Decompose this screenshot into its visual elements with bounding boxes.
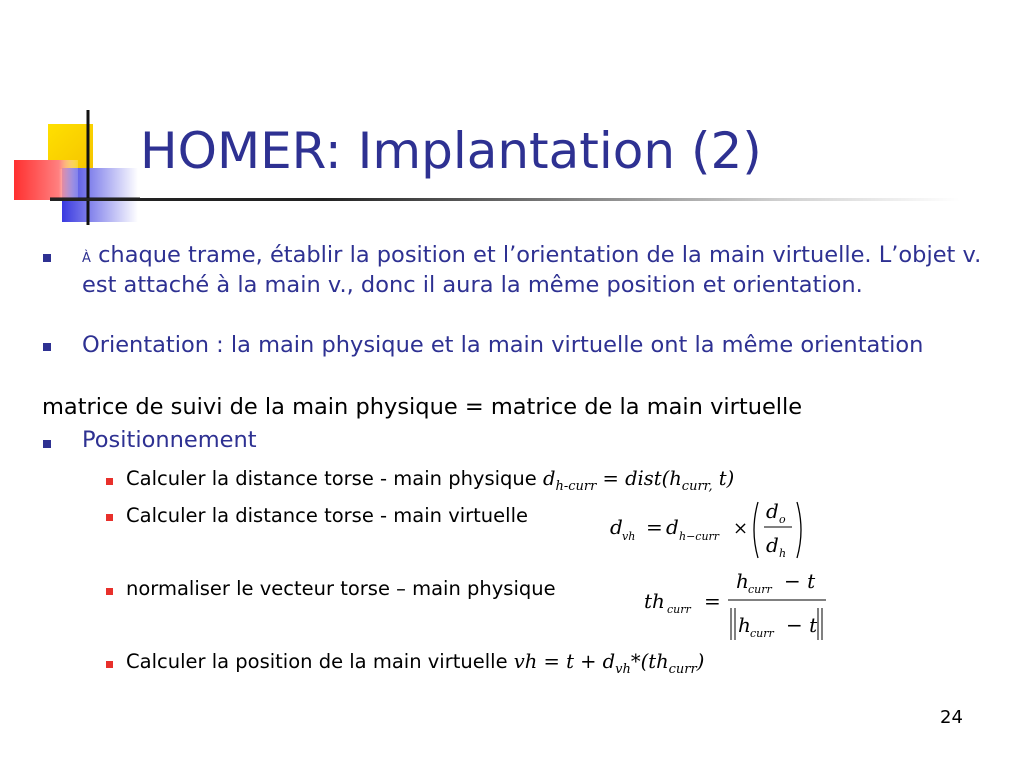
svg-text:d: d	[610, 515, 623, 539]
svg-text:vh: vh	[622, 530, 636, 543]
bullet-text: Positionnement	[82, 427, 257, 453]
svg-text:d: d	[766, 533, 779, 557]
svg-text:=: =	[704, 589, 721, 613]
svg-text:d: d	[666, 515, 679, 539]
svg-text:=: =	[646, 515, 663, 539]
bullet-marker	[43, 343, 51, 351]
page-number: 24	[940, 707, 963, 728]
svg-text:h: h	[738, 613, 751, 637]
bullet-text: À chaque trame, établir la position et l’orientation de la main virtuelle. L’objet v. est attaché à la main v., donc il aura la même position et orientation.	[82, 242, 982, 298]
bullet-marker	[43, 440, 51, 448]
bullet-marker	[43, 254, 51, 262]
svg-text:d: d	[766, 499, 779, 523]
svg-text:h−curr: h−curr	[679, 530, 720, 543]
sub-bullet-text: Calculer la distance torse - main virtuelle	[126, 504, 528, 527]
svg-text:h: h	[779, 547, 787, 560]
title-divider	[50, 198, 960, 201]
corner-decoration	[0, 0, 200, 240]
svg-text:curr: curr	[750, 627, 774, 640]
sub-bullet-marker	[106, 588, 113, 595]
svg-text:curr: curr	[667, 603, 691, 616]
svg-text:− t: − t	[784, 569, 816, 593]
sub-bullet-text: Calculer la distance torse - main physique $d_{h-curr}$ = $dist(h_{curr,}$ t)	[126, 467, 735, 494]
sub-bullet-marker	[106, 514, 113, 521]
svg-text:h: h	[736, 569, 749, 593]
bullet-text: Orientation : la main physique et la main virtuelle ont la même orientation	[82, 332, 924, 358]
formula-dvh	[600, 490, 820, 570]
sub-bullet-marker	[106, 661, 113, 668]
svg-text:o: o	[779, 513, 786, 526]
sub-bullet-text: Calculer la position de la main virtuelle vh = $t + d_{vh}*(th_{curr})$	[126, 650, 705, 677]
svg-text:− t: − t	[786, 613, 818, 637]
svg-text:th: th	[644, 589, 665, 613]
svg-text:×: ×	[733, 518, 749, 539]
formula-thcurr	[638, 566, 838, 646]
sub-bullet-text: normaliser le vecteur torse – main physique	[126, 577, 556, 600]
plain-text-line: matrice de suivi de la main physique = matrice de la main virtuelle	[42, 394, 803, 420]
slide-title: HOMER: Implantation (2)	[140, 122, 762, 180]
svg-text:curr: curr	[748, 583, 772, 596]
sub-bullet-marker	[106, 478, 113, 485]
